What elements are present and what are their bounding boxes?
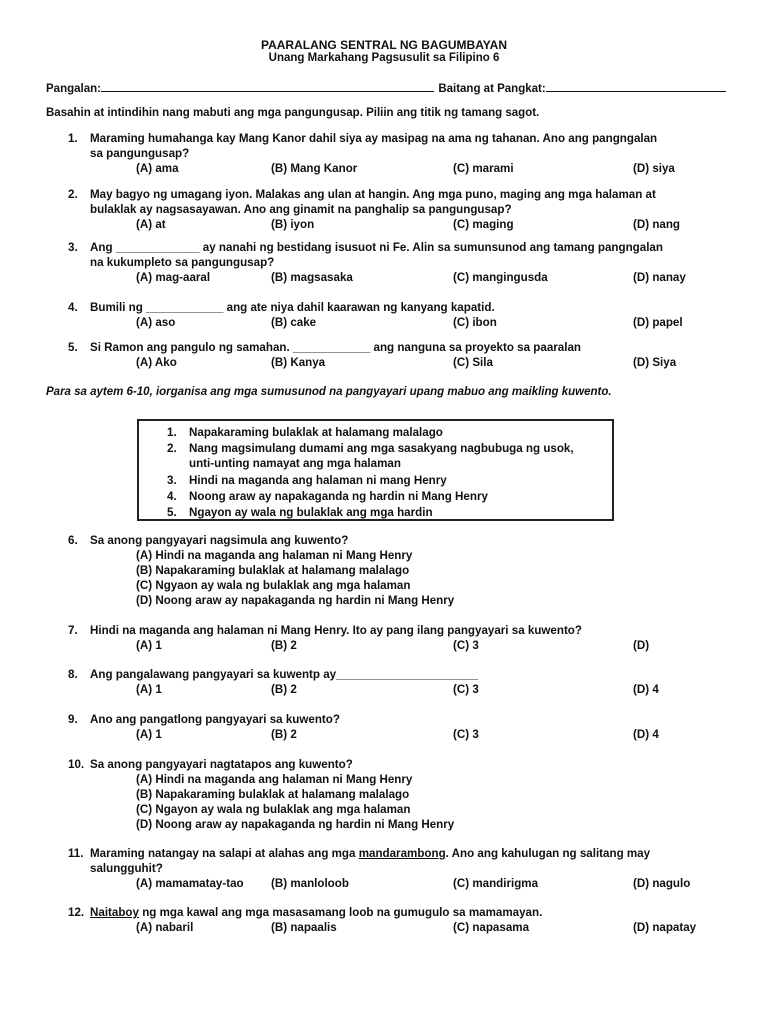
question-text-cont: salungguhit? — [90, 862, 163, 875]
options-row — [68, 161, 728, 176]
option-b[interactable]: (B) Mang Kanor — [271, 162, 358, 175]
option-d[interactable]: (D) nang — [633, 218, 681, 231]
student-info-row — [46, 80, 726, 95]
option-d[interactable]: (D) Noong araw ay napakaganda ng hardin ni Mang Henry — [136, 818, 455, 831]
option-c[interactable]: (C) Ngayon ay wala ng bulaklak ang mga halaman — [136, 803, 411, 816]
school-name: PAARALANG SENTRAL NG BAGUMBAYAN — [260, 38, 508, 52]
instructions-part2: Para sa aytem 6-10, iorganisa ang mga sumusunod na pangyayari upang mabuo ang maikling kuwento. — [46, 386, 612, 398]
option-c[interactable]: (C) napasama — [453, 921, 530, 934]
instructions-part1: Basahin at intindihin nang mabuti ang mga pangungusap. Piliin ang titik ng tamang sagot. — [46, 107, 540, 119]
event-text: Noong araw ay napakaganda ng hardin ni Mang Henry — [189, 490, 488, 503]
event-number: 1. — [167, 426, 177, 439]
option-a[interactable]: (A) 1 — [136, 639, 162, 652]
question-number: 5. — [68, 341, 78, 354]
option-a[interactable]: (A) ama — [136, 162, 179, 175]
option-b[interactable]: (B) magsasaka — [271, 271, 353, 284]
option-d[interactable]: (D) napatay — [633, 921, 697, 934]
question-3 — [68, 240, 728, 285]
question-1 — [68, 131, 728, 176]
option-c[interactable]: (C) Sila — [453, 356, 493, 369]
options-list — [136, 772, 728, 832]
question-text-post: ng mga kawal ang mga masasamang loob na gumugulo sa mamamayan. — [138, 906, 543, 919]
options-row — [68, 355, 728, 370]
option-a[interactable]: (A) Ako — [136, 356, 177, 369]
question-7 — [68, 623, 728, 653]
grade-label: Baitang at Pangkat: — [438, 83, 546, 95]
option-b[interactable]: (B) Napakaraming bulaklak at halamang malalago — [136, 788, 410, 801]
option-c[interactable]: (C) ibon — [453, 316, 497, 329]
option-b[interactable]: (B) napaalis — [271, 921, 337, 934]
option-b[interactable]: (B) Napakaraming bulaklak at halamang malalago — [136, 564, 410, 577]
question-10 — [68, 757, 728, 832]
option-b[interactable]: (B) 2 — [271, 728, 297, 741]
option-b[interactable]: (B) 2 — [271, 639, 297, 652]
options-list — [136, 548, 728, 608]
question-6 — [68, 533, 728, 608]
grade-field[interactable] — [546, 80, 726, 92]
question-number: 7. — [68, 624, 78, 637]
question-number: 6. — [68, 534, 78, 547]
question-number: 3. — [68, 241, 78, 254]
option-a[interactable]: (A) mag-aaral — [136, 271, 211, 284]
option-d[interactable]: (D) nanay — [633, 271, 686, 284]
event-text: Napakaraming bulaklak at halamang malalago — [189, 426, 443, 439]
question-number: 9. — [68, 713, 78, 726]
options-row — [68, 727, 728, 742]
option-b[interactable]: (B) manloloob — [271, 877, 349, 890]
story-event — [167, 441, 599, 471]
option-b[interactable]: (B) Kanya — [271, 356, 326, 369]
option-b[interactable]: (B) cake — [271, 316, 317, 329]
event-text: Hindi na maganda ang halaman ni mang Henry — [189, 474, 447, 487]
option-b[interactable]: (B) iyon — [271, 218, 315, 231]
option-d[interactable]: (D) Siya — [633, 356, 677, 369]
question-text-post: . Ano ang kahulugan ng salitang may — [445, 847, 651, 860]
option-a[interactable]: (A) mamamatay-tao — [136, 877, 244, 890]
options-row — [68, 638, 728, 653]
name-field[interactable] — [101, 80, 434, 92]
question-text-cont: na kukumpleto sa pangungusap? — [90, 256, 275, 269]
options-row — [68, 876, 728, 891]
story-events-box — [137, 419, 614, 521]
question-5 — [68, 340, 728, 370]
options-row — [68, 682, 728, 697]
event-number: 3. — [167, 474, 177, 487]
question-text: Hindi na maganda ang halaman ni Mang Henry. Ito ay pang ilang pangyayari sa kuwento? — [90, 624, 582, 637]
question-number: 1. — [68, 132, 78, 145]
name-label: Pangalan: — [46, 83, 101, 95]
option-a[interactable]: (A) Hindi na maganda ang halaman ni Mang Henry — [136, 773, 413, 786]
option-c[interactable]: (C) mangingusda — [453, 271, 548, 284]
options-row — [68, 217, 728, 232]
option-a[interactable]: (A) 1 — [136, 728, 162, 741]
option-a[interactable]: (A) aso — [136, 316, 176, 329]
option-d[interactable]: (D) Noong araw ay napakaganda ng hardin ni Mang Henry — [136, 594, 455, 607]
question-text: Maraming humahanga kay Mang Kanor dahil siya ay masipag na ama ng tahanan. Ano ang pangngalan — [90, 132, 658, 145]
option-c[interactable]: (C) mandirigma — [453, 877, 539, 890]
option-d[interactable]: (D) siya — [633, 162, 675, 175]
question-12 — [68, 905, 728, 935]
question-text: Sa anong pangyayari nagtatapos ang kuwento? — [90, 758, 353, 771]
question-text: Bumili ng ____________ ang ate niya dahil kaarawan ng kanyang kapatid. — [90, 301, 495, 314]
option-a[interactable]: (A) Hindi na maganda ang halaman ni Mang Henry — [136, 549, 413, 562]
option-b[interactable]: (B) 2 — [271, 683, 297, 696]
event-text: Nang magsimulang dumami ang mga sasakyang nagbubuga ng usok, unti-unting namayat ang mga halaman — [189, 442, 574, 470]
option-c[interactable]: (C) 3 — [453, 683, 479, 696]
question-4 — [68, 300, 728, 330]
question-text: Ang _____________ ay nanahi ng bestidang isusuot ni Fe. Alin sa sumunsunod ang tamang pangngalan — [90, 241, 663, 254]
story-event — [167, 425, 599, 440]
question-text — [90, 905, 728, 920]
question-text: Sa anong pangyayari nagsimula ang kuwento? — [90, 534, 349, 547]
question-2 — [68, 187, 728, 232]
option-c[interactable]: (C) marami — [453, 162, 514, 175]
option-a[interactable]: (A) nabaril — [136, 921, 194, 934]
event-number: 2. — [167, 442, 177, 455]
option-d[interactable]: (D) nagulo — [633, 877, 691, 890]
option-a[interactable]: (A) at — [136, 218, 166, 231]
story-event — [167, 473, 599, 488]
question-text: Ang pangalawang pangyayari sa kuwentp ay______________________ — [90, 668, 478, 681]
option-c[interactable]: (C) Ngyaon ay wala ng bulaklak ang mga halaman — [136, 579, 411, 592]
options-row — [68, 270, 728, 285]
question-8 — [68, 667, 728, 697]
option-d[interactable]: (D) 4 — [633, 728, 659, 741]
option-c[interactable]: (C) 3 — [453, 728, 479, 741]
question-text: Si Ramon ang pangulo ng samahan. ____________ ang nanguna sa proyekto sa paaralan — [90, 341, 581, 354]
question-number: 12. — [68, 906, 85, 919]
question-number: 4. — [68, 301, 78, 314]
question-text-pre: Maraming natangay na salapi at alahas ang mga — [90, 847, 359, 860]
option-c[interactable]: (C) maging — [453, 218, 514, 231]
option-d[interactable]: (D) 4 — [633, 683, 659, 696]
story-event — [167, 489, 599, 504]
question-text: Ano ang pangatlong pangyayari sa kuwento? — [90, 713, 340, 726]
question-text-cont: sa pangungusap? — [90, 147, 190, 160]
options-row — [68, 920, 728, 935]
options-row — [68, 315, 728, 330]
option-a[interactable]: (A) 1 — [136, 683, 162, 696]
question-11 — [68, 846, 728, 891]
question-number: 10. — [68, 758, 85, 771]
option-c[interactable]: (C) 3 — [453, 639, 479, 652]
option-d[interactable]: (D) papel — [633, 316, 683, 329]
question-text-cont: bulaklak ay nagsasayawan. Ano ang ginamit na panghalip sa pangungusap? — [90, 203, 512, 216]
question-9 — [68, 712, 728, 742]
story-event — [167, 505, 599, 520]
event-text: Ngayon ay wala ng bulaklak ang mga hardin — [189, 506, 433, 519]
option-d[interactable]: (D) — [633, 639, 650, 652]
exam-title: Unang Markahang Pagsusulit sa Filipino 6 — [268, 52, 500, 64]
event-number: 5. — [167, 506, 177, 519]
question-number: 2. — [68, 188, 78, 201]
question-number: 11. — [68, 847, 84, 860]
question-text: May bagyo ng umagang iyon. Malakas ang ulan at hangin. Ang mga puno, maging ang mga halaman at — [90, 188, 656, 201]
underlined-word: Naitaboy — [90, 906, 139, 919]
event-number: 4. — [167, 490, 177, 503]
question-text — [90, 846, 728, 861]
question-number: 8. — [68, 668, 78, 681]
underlined-word: mandarambong — [358, 847, 446, 860]
